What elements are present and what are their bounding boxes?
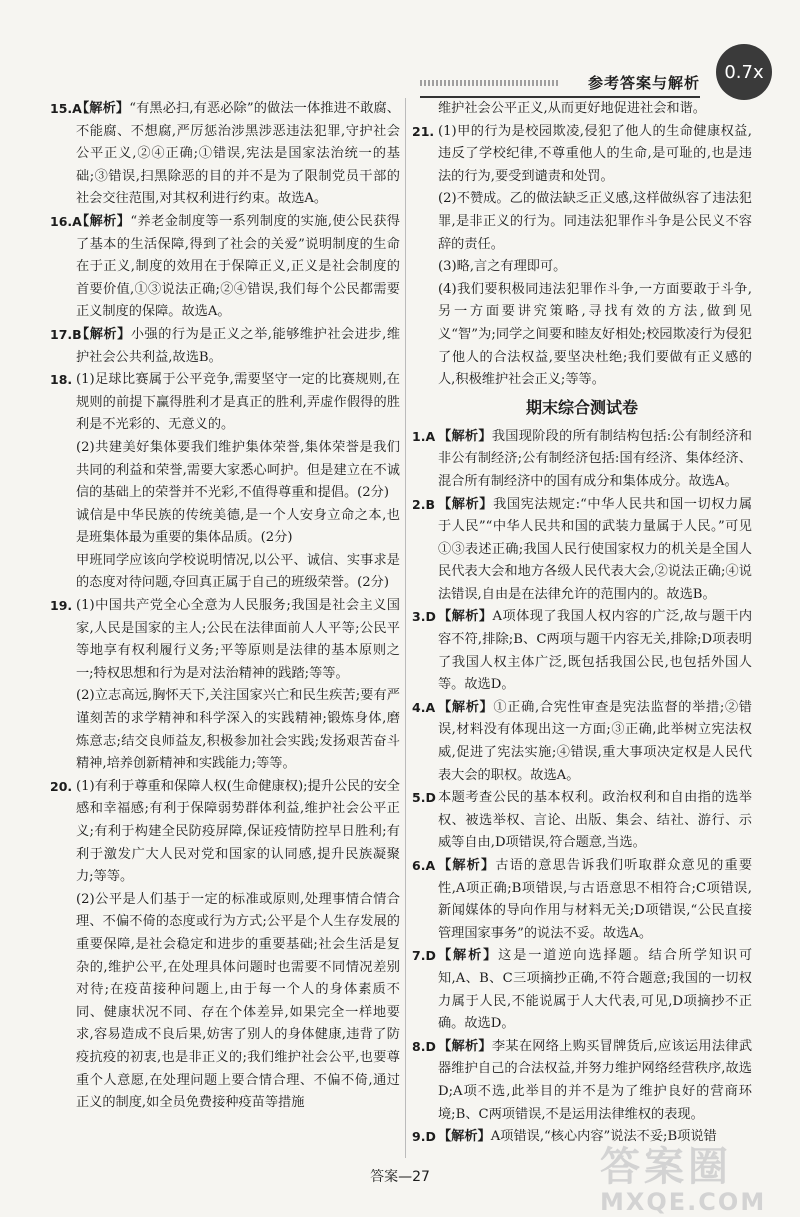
zoom-level-badge[interactable]: 0.7x bbox=[716, 44, 772, 100]
answer-number: 6.A bbox=[412, 858, 436, 873]
answer-item bbox=[412, 1036, 752, 1126]
continued-text: 维护社会公平正义,从而更好地促进社会和谐。 bbox=[438, 101, 706, 116]
answer-paragraph bbox=[76, 550, 400, 595]
answer-text: (1)足球比赛属于公平竞争,需要坚守一定的比赛规则,在规则的前提下赢得胜利才是真正的胜利,弄虚作假得的胜利是不光彩的、无意义的。 bbox=[76, 372, 400, 433]
answer-paragraph bbox=[76, 437, 400, 505]
answer-number: 16.A bbox=[50, 213, 82, 229]
analysis-tag: 【解析】 bbox=[438, 948, 499, 964]
answer-paragraph bbox=[438, 426, 752, 494]
right-column bbox=[412, 98, 752, 1149]
answer-paragraph bbox=[438, 945, 752, 1035]
answer-paragraph bbox=[438, 697, 752, 787]
answer-text: A项体现了我国人权内容的广泛,故与题干内容不符,排除;B、C两项与题干内容无关,排除;D项表明了我国人权主体广泛,既包括我国公民,也包括外国人等。故选D。 bbox=[438, 609, 753, 693]
header-title: 参考答案与解析 bbox=[587, 74, 700, 92]
answer-text: (2)共建美好集体要我们维护集体荣誉,集体荣誉是我们共同的利益和荣誉,需要大家悉心呵护。但是建立在不诚信的基础上的荣誉并不光彩,不值得尊重和提倡。(2分) bbox=[76, 439, 400, 501]
answer-number: 17.B bbox=[50, 326, 82, 342]
answer-item bbox=[50, 776, 400, 1115]
answer-number: 3.D bbox=[412, 609, 436, 625]
answer-number: 1.A bbox=[412, 428, 436, 444]
answer-item bbox=[50, 211, 400, 324]
answer-number: 2.B bbox=[412, 496, 435, 512]
answer-text: “养老金制度等一系列制度的实施,使公民获得了基本的生活保障,得到了社会的关爱”说明制度的生命在于正义,制度的效用在于保障正义,正义是社会制度的首要价值,①③说法正确;②④错误,我们每个公民都需要正义制度的保障。故选A。 bbox=[76, 213, 400, 320]
answer-number: 20. bbox=[50, 778, 73, 794]
answer-text: 我国现阶段的所有制结构包括:公有制经济和非公有制经济;公有制经济包括:国有经济、集体经济、混合所有制经济中的国有成分和集体成分。故选A。 bbox=[438, 428, 752, 489]
answer-paragraph: (1)甲的行为是校园欺凌,侵犯了他人的生命健康权益,违反了学校纪律,不尊重他人的生命,是可耻的,也是违法的行为,要受到谴责和处罚。 bbox=[438, 123, 752, 184]
column-divider bbox=[405, 98, 406, 1158]
answer-text: 这是一道逆向选择题。结合所学知识可知,A、B、C三项摘抄正确,不符合题意;我国的一切权力属于人民,不能说属于人大代表,可见,D项摘抄不正确。故选D。 bbox=[438, 948, 753, 1032]
analysis-tag: 【解析】 bbox=[438, 699, 494, 715]
analysis-tag: 【解析】 bbox=[76, 213, 131, 229]
analysis-tag: 【解析】 bbox=[438, 1038, 492, 1054]
answer-item bbox=[412, 787, 752, 855]
answer-paragraph: (2)不赞成。乙的做法缺乏正义感,这样做纵容了违法犯罪,是非正义的行为。同违法犯罪作斗争是公民义不容辞的责任。 bbox=[438, 191, 752, 252]
page-number: 答案—27 bbox=[370, 1169, 430, 1185]
answer-paragraph bbox=[76, 776, 400, 889]
answer-text: 古语的意思告诉我们听取群众意见的重要性,A项正确;B项错误,与古语意思不相符合;C项错误,新闻媒体的导向作用与材料无关;D项错误,“公民直接管理国家事务”的说法不妥。故选A。 bbox=[438, 858, 753, 941]
answer-item bbox=[412, 121, 752, 392]
answer-paragraph bbox=[438, 855, 752, 945]
answer-paragraph: (3)略,言之有理即可。 bbox=[438, 259, 567, 275]
section-title: 期末综合测试卷 bbox=[525, 397, 638, 417]
analysis-tag: 【解析】 bbox=[438, 428, 492, 444]
answer-paragraph bbox=[438, 1036, 752, 1126]
answer-text: 李某在网络上购买冒牌货后,应该运用法律武器维护自己的合法权益,并努力维护网络经营秩序,故选D;A项不选,此举目的并不是为了维护良好的营商环境;B、C两项错误,不是运用法律维权的表现。 bbox=[438, 1038, 752, 1122]
answer-item bbox=[412, 697, 752, 787]
answer-text: (1)有利于尊重和保障人权(生命健康权);提升公民的安全感和幸福感;有利于保障弱势群体利益,维护社会公平正义;有利于构建全民防疫屏障,保证疫情防控早日胜利;有利于激发广大人民对党和国家的认同感,提升民族凝聚力;等等。 bbox=[76, 778, 400, 885]
answer-item bbox=[50, 324, 400, 369]
answer-text: 小强的行为是正义之举,能够维护社会进步,维护社会公共利益,故选B。 bbox=[76, 326, 401, 365]
answer-number: 18. bbox=[50, 372, 73, 388]
watermark-logo bbox=[600, 1144, 790, 1216]
answer-number: 21. bbox=[412, 123, 435, 139]
answer-number: 7.D bbox=[412, 948, 436, 964]
answer-paragraph bbox=[438, 494, 752, 607]
answer-paragraph bbox=[76, 595, 400, 685]
answer-text: 我国宪法规定:“中华人民共和国一切权力属于人民”“中华人民共和国的武装力量属于人民。”可见①③表述正确;我国人民行使国家权力的机关是全国人民代表大会和地方各级人民代表大会,②说法正确;④说法错误,自由是在法律允许的范围内的。故选B。 bbox=[438, 496, 753, 602]
answer-item bbox=[412, 426, 752, 494]
answer-item bbox=[50, 98, 400, 211]
answer-number: 9.D bbox=[412, 1129, 436, 1145]
answer-number: 19. bbox=[50, 598, 73, 614]
answer-item bbox=[50, 595, 400, 776]
answer-number: 15.A bbox=[50, 101, 82, 116]
watermark-text: 答案圈 bbox=[600, 1144, 732, 1190]
left-column bbox=[50, 98, 400, 1115]
answer-paragraph bbox=[438, 606, 752, 696]
analysis-tag: 【解析】 bbox=[438, 496, 494, 512]
answer-text: 本题考查公民的基本权利。政治权利和自由指的选举权、被选举权、言论、出版、集会、结社、游行、示威等自由,D项错误,符合题意,当选。 bbox=[438, 790, 752, 851]
answer-paragraph bbox=[76, 369, 400, 437]
answer-text: (2)公平是人们基于一定的标准或原则,处理事情合情合理、不偏不倚的态度或行为方式;公平是个人生存发展的重要保障,是社会稳定和进步的重要基础;社会生活是复杂的,维护公平,在处理具体问题时也需要不同情况差别对待;在疫苗接种问题上,由于每一个人的身体素质不同、健康状况不同、存在个体差异,如果完全一样地要求,容易造成不良后果,妨害了别人的身体健康,违背了防疫抗疫的初衷,也是非正义的;我们维护社会公平,也要尊重个人意愿,在处理问题上要合情合理、不偏不倚,通过正义的制度,如全员免费接种疫苗等措施 bbox=[76, 891, 400, 1111]
answer-text: “有黑必扫,有恶必除”的做法一体推进不敢腐、不能腐、不想腐,严厉惩治涉黑涉恶违法犯罪,守护社会公平正义,②④正确;①错误,宪法是国家法治统一的基础;③错误,扫黑除恶的目的并不是为了限制党员干部的社会交往范围,对其权利进行约束。故选A。 bbox=[76, 101, 400, 207]
answer-text: A项错误,“核心内容”说法不妥;B项说错 bbox=[490, 1129, 717, 1145]
watermark-url: MXQE.COM bbox=[600, 1188, 767, 1216]
answer-item bbox=[412, 945, 752, 1035]
answer-item bbox=[412, 606, 752, 696]
answer-item bbox=[50, 369, 400, 595]
answer-paragraph bbox=[438, 787, 752, 855]
answer-paragraph bbox=[76, 889, 400, 1115]
answer-text: 甲班同学应该向学校说明情况,以公平、诚信、实事求是的态度对待问题,夺回真正属于自己的班级荣誉。(2分) bbox=[76, 552, 400, 591]
answer-number: 5.D bbox=[412, 790, 436, 806]
answer-paragraph bbox=[76, 505, 400, 550]
analysis-tag: 【解析】 bbox=[438, 1129, 491, 1145]
answer-text: 诚信是中华民族的传统美德,是一个人安身立命之本,也是班集体最为重要的集体品质。(2分) bbox=[76, 507, 400, 546]
answer-item bbox=[412, 494, 752, 607]
answer-text: (2)立志高远,胸怀天下,关注国家兴亡和民生疾苦;要有严谨刻苦的求学精神和科学深入的实践精神;锻炼身体,磨炼意志;结交良师益友,积极参加社会实践;发扬艰苦奋斗精神,培养创新精神和实践能力;等等。 bbox=[76, 688, 400, 772]
answer-text: ①正确,合宪性审查是宪法监督的举措;②错误,材料没有体现出这一方面;③正确,此举树立宪法权威,促进了宪法实施;④错误,重大事项决定权是人民代表大会的职权。故选A。 bbox=[438, 699, 752, 783]
answer-paragraph bbox=[76, 211, 400, 324]
answer-paragraph bbox=[76, 685, 400, 775]
analysis-tag: 【解析】 bbox=[438, 609, 493, 625]
answer-number: 4.A bbox=[412, 699, 436, 715]
header-decoration bbox=[420, 80, 560, 86]
analysis-tag: 【解析】 bbox=[76, 326, 131, 342]
analysis-tag: 【解析】 bbox=[76, 101, 130, 116]
answer-paragraph bbox=[76, 324, 400, 369]
analysis-tag: 【解析】 bbox=[438, 858, 496, 873]
answer-paragraph: (4)我们要积极同违法犯罪作斗争,一方面要敢于斗争,另一方面要讲究策略,寻找有效的方法,做到见义“智”为;同学之间要和睦友好相处;校园欺凌行为侵犯了他人的合法权益,要坚决杜绝;我们要做有正义感的人,积极维护社会正义;等等。 bbox=[438, 281, 752, 388]
page-header bbox=[420, 72, 700, 98]
answer-number: 8.D bbox=[412, 1038, 436, 1054]
answer-text: (1)中国共产党全心全意为人民服务;我国是社会主义国家,人民是国家的主人;公民在法律面前人人平等;公民平等地享有权利履行义务;平等原则是法律的基本原则之一;特权思想和行为是对法治精神的践踏;等等。 bbox=[76, 598, 400, 681]
answer-item bbox=[412, 855, 752, 945]
answer-paragraph bbox=[76, 98, 400, 211]
